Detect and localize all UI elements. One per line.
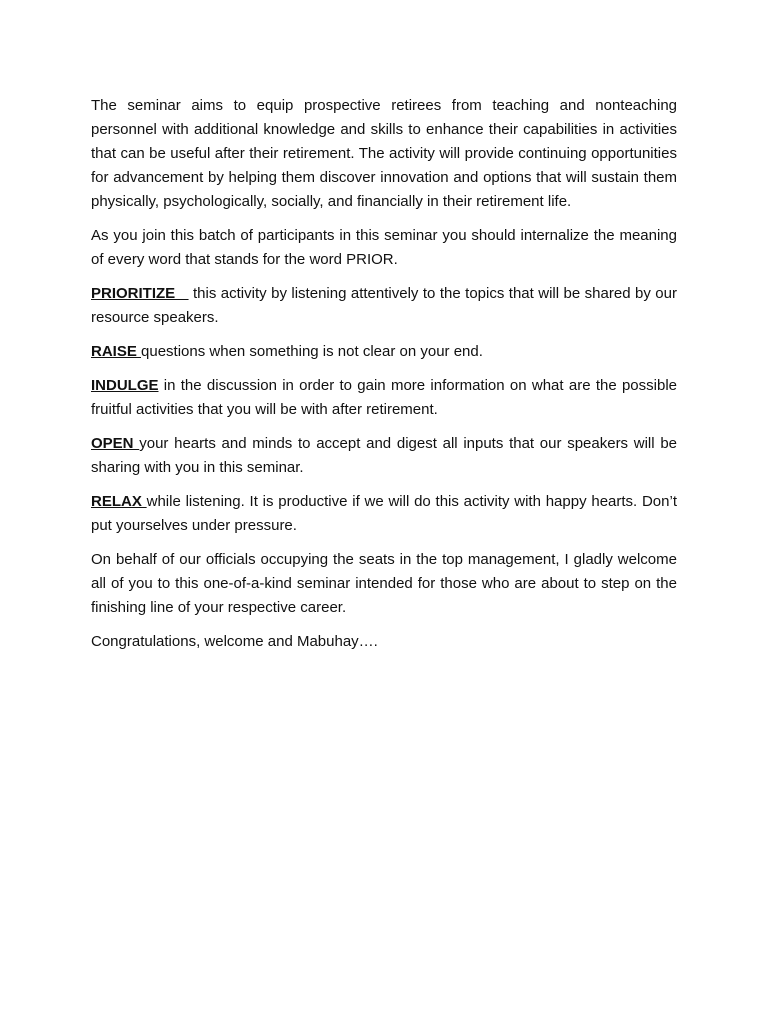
prior-item-relax	[91, 490, 677, 538]
prior-text: questions when something is not clear on your end.	[141, 343, 483, 360]
prior-keyword: RAISE	[91, 343, 142, 360]
prior-keyword: OPEN	[91, 435, 140, 452]
prior-text: your hearts and minds to accept and digest all inputs that our speakers will be sharing with you in this seminar.	[91, 435, 677, 476]
intro-paragraph: The seminar aims to equip prospective retirees from teaching and nonteaching personnel with additional knowledge and skills to enhance their capabilities in activities that can be useful after their retirement. The activity will provide continuing opportunities for advancement by helping them discover innovation and options that will sustain them physically, psychologically, socially, and financially in their retirement life.	[91, 97, 677, 210]
document-body	[91, 94, 677, 664]
behalf-paragraph: On behalf of our officials occupying the seats in the top management, I gladly welcome all of you to this one-of-a-kind seminar intended for those who are about to step on the finishing line of your respective career.	[91, 551, 677, 616]
prior-item-open	[91, 432, 677, 480]
prior-text: this activity by listening attentively to the topics that will be shared by our resource speakers.	[91, 285, 677, 326]
prior-keyword: RELAX	[91, 493, 147, 510]
prior-text: while listening. It is productive if we will do this activity with happy hearts. Don’t put yourselves under pressure.	[91, 493, 677, 534]
prior-item-raise	[91, 340, 677, 364]
prior-item-indulge	[91, 374, 677, 422]
prior-keyword: INDULGE	[91, 377, 159, 394]
prior-keyword: PRIORITIZE	[91, 285, 189, 302]
prior-intro-paragraph: As you join this batch of participants in this seminar you should internalize the meaning of every word that stands for the word PRIOR.	[91, 227, 677, 268]
prior-text: in the discussion in order to gain more information on what are the possible fruitful activities that you will be with after retirement.	[91, 377, 677, 418]
closing-paragraph: Congratulations, welcome and Mabuhay….	[91, 633, 378, 650]
prior-item-prioritize	[91, 282, 677, 330]
